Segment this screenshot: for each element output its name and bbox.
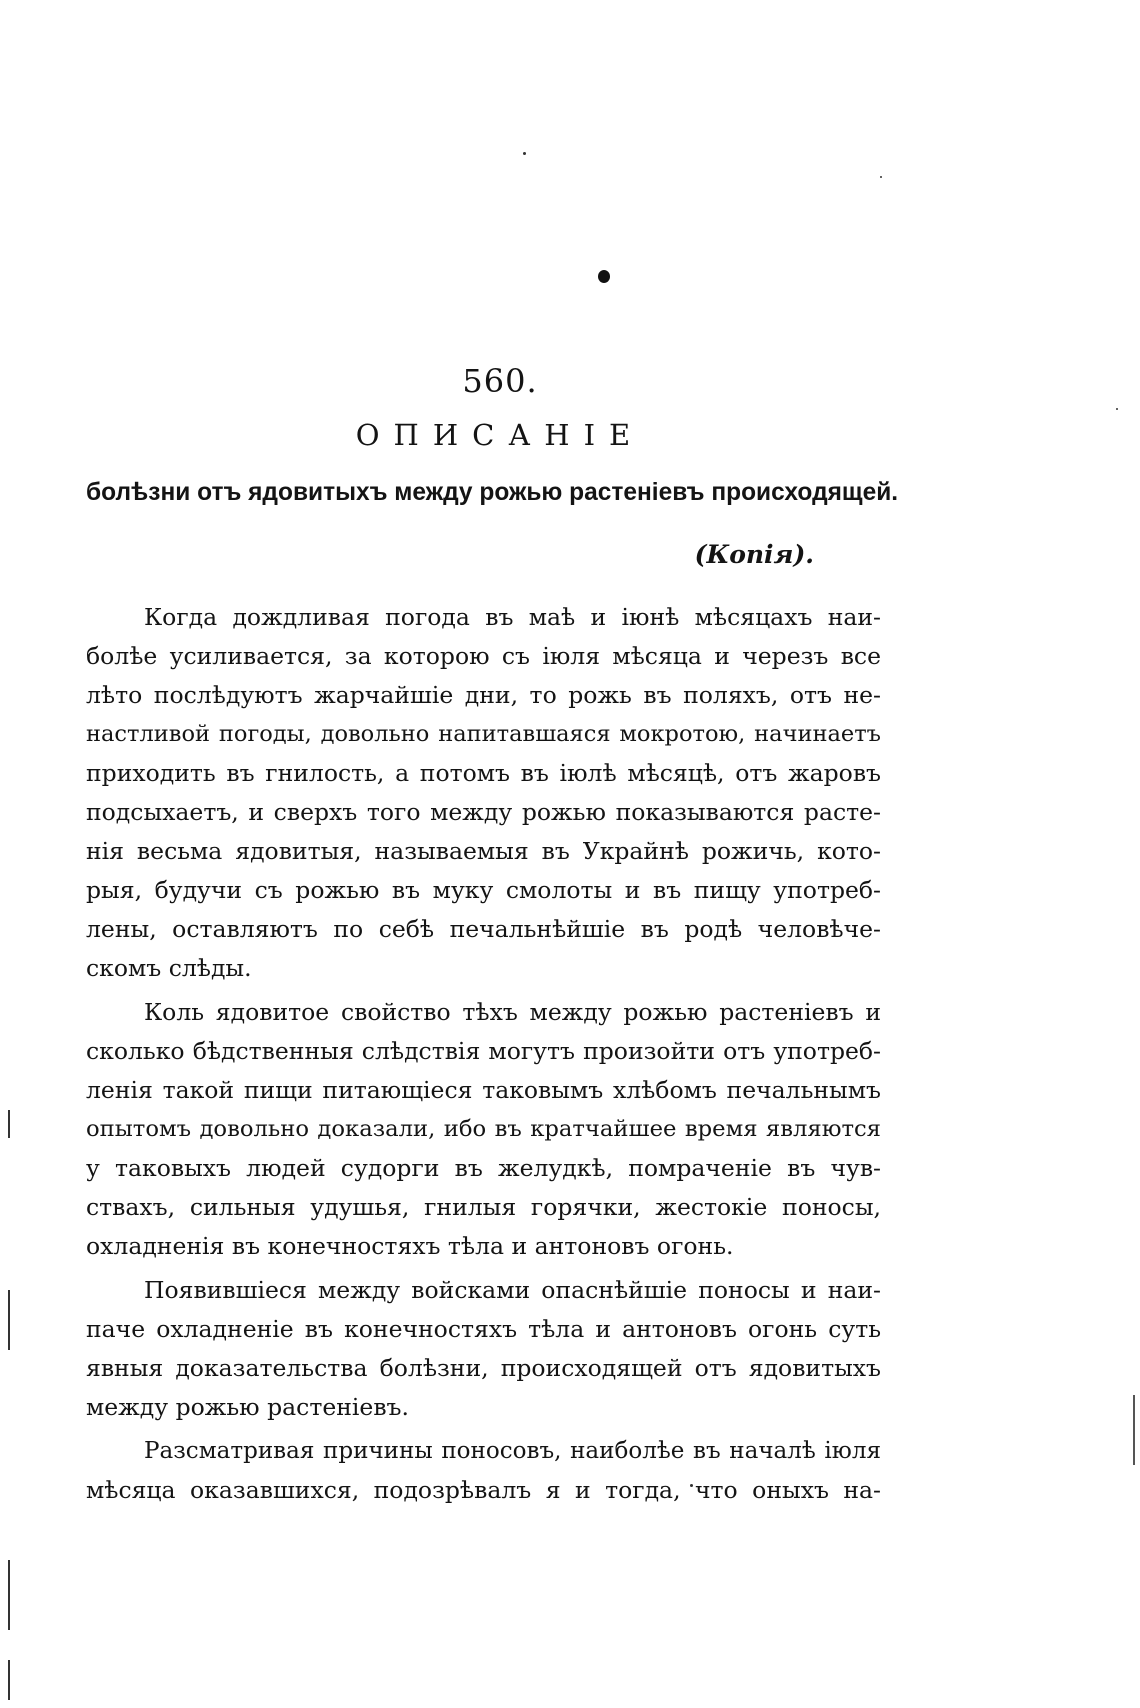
text-line: настливой погоды, довольно напитавшаяся мокротою, начинаетъ <box>86 721 881 747</box>
text-line: лены, оставляютъ по себѣ печальнѣйшіе въ родѣ человѣче- <box>86 915 881 943</box>
paragraph <box>86 598 881 988</box>
scan-margin-line <box>8 1290 10 1350</box>
text-line: у таковыхъ людей судорги въ желудкѣ, помраченіе въ чув- <box>86 1154 881 1182</box>
text-line: паче охладненіе въ конечностяхъ тѣла и антоновъ огонь суть <box>86 1315 881 1343</box>
text-line: скомъ слѣды. <box>86 954 252 982</box>
copy-note: (Копія). <box>694 540 814 569</box>
text-line: Разсматривая причины поносовъ, наиболѣе въ началѣ іюля <box>144 1438 881 1464</box>
ink-speck <box>1116 408 1118 410</box>
body-text <box>86 598 881 1515</box>
scan-edge-line <box>1133 1395 1135 1465</box>
page-number: 560. <box>462 362 538 400</box>
text-line: явныя доказательства болѣзни, происходящей отъ ядовитыхъ <box>86 1354 881 1382</box>
scan-margin-line <box>8 1110 10 1138</box>
text-line: между рожью растеніевъ. <box>86 1393 409 1421</box>
text-line: подсыхаетъ, и сверхъ того между рожью показываются расте- <box>86 798 881 826</box>
text-line: нія весьма ядовитыя, называемыя въ Украйнѣ рожичь, кото- <box>86 837 881 865</box>
text-line: приходить въ гнилость, а потомъ въ іюлѣ мѣсяцѣ, отъ жаровъ <box>86 759 881 787</box>
ink-dot <box>598 270 610 283</box>
document-title: ОПИСАНІЕ <box>355 418 645 452</box>
paragraph <box>86 1271 881 1427</box>
text-line: Когда дождливая погода въ маѣ и іюнѣ мѣсяцахъ наи- <box>144 603 881 631</box>
paragraph <box>86 1432 881 1510</box>
text-line: ствахъ, сильныя удушья, гнилыя горячки, жестокіе поносы, <box>86 1193 881 1221</box>
scan-margin-line <box>8 1560 10 1630</box>
text-line: ленія такой пищи питающіеся таковымъ хлѣбомъ печальнымъ <box>86 1076 881 1104</box>
text-line: рыя, будучи съ рожью въ муку смолоты и въ пищу употреб- <box>86 876 881 904</box>
text-line: Появившіеся между войсками опаснѣйшіе поносы и наи- <box>144 1276 881 1304</box>
ink-speck <box>523 152 526 155</box>
text-line: Коль ядовитое свойство тѣхъ между рожью растеніевъ и <box>144 998 881 1026</box>
text-line: опытомъ довольно доказали, ибо въ кратчайшее время являются <box>86 1116 881 1142</box>
text-line: лѣто послѣдуютъ жарчайшіе дни, то рожь въ поляхъ, отъ не- <box>86 681 881 709</box>
text-line: охладненія въ конечностяхъ тѣла и антоновъ огонь. <box>86 1232 734 1260</box>
paragraph <box>86 993 881 1266</box>
scan-margin-line <box>8 1660 10 1700</box>
document-subtitle: болѣзни отъ ядовитыхъ между рожью растеніевъ происходящей. <box>86 478 899 506</box>
text-line: болѣе усиливается, за которою съ іюля мѣсяца и черезъ все <box>86 642 881 670</box>
text-line: мѣсяца оказавшихся, подозрѣвалъ я и тогда, что оныхъ на- <box>86 1476 881 1504</box>
text-line: сколько бѣдственныя слѣдствія могутъ произойти отъ употреб- <box>86 1037 881 1065</box>
ink-speck <box>880 176 882 178</box>
